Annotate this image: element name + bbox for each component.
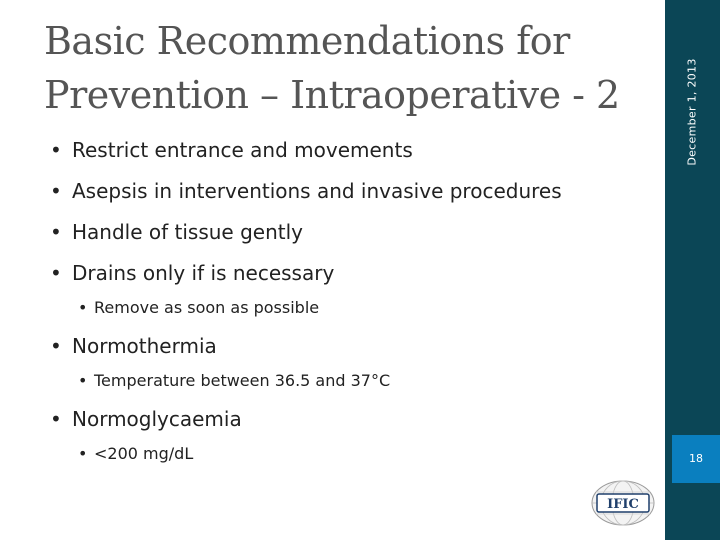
bullet-item — [50, 326, 660, 367]
bullet-text: <200 mg/dL — [94, 444, 194, 463]
slide-title-line-2: Prevention – Intraoperative - 2 — [44, 73, 620, 117]
bullet-item — [50, 130, 660, 171]
logo-lettering: IFIC — [607, 497, 639, 512]
sub-bullet-item — [50, 367, 660, 395]
bullet-text: Handle of tissue gently — [72, 220, 304, 244]
bullet-item — [50, 171, 660, 212]
bullet-marker: • — [50, 261, 62, 285]
bullet-text: Restrict entrance and movements — [72, 138, 413, 162]
bullet-text: Normoglycaemia — [72, 407, 242, 431]
bullet-text: Normothermia — [72, 334, 217, 358]
bullet-item — [50, 399, 660, 440]
bullet-marker: • — [78, 444, 88, 463]
sub-bullet-item — [50, 440, 660, 468]
bullet-marker: • — [50, 179, 62, 203]
bullet-list — [50, 130, 660, 472]
slide-title — [44, 14, 644, 122]
bullet-item — [50, 212, 660, 253]
slide-title-line-1: Basic Recommendations for — [44, 19, 570, 63]
bullet-text: Remove as soon as possible — [94, 298, 320, 317]
bullet-marker: • — [50, 138, 62, 162]
page-number-box — [672, 435, 720, 483]
bullet-text: Asepsis in interventions and invasive procedures — [72, 179, 562, 203]
sub-bullet-item — [50, 294, 660, 322]
bullet-item — [50, 253, 660, 294]
bullet-text: Temperature between 36.5 and 37°C — [94, 371, 391, 390]
bullet-marker: • — [78, 371, 88, 390]
bullet-marker: • — [50, 334, 62, 358]
bullet-marker: • — [50, 407, 62, 431]
bullet-text: Drains only if is necessary — [72, 261, 335, 285]
slide-date: December 1, 2013 — [685, 58, 699, 166]
bullet-marker: • — [78, 298, 88, 317]
ific-logo — [588, 478, 658, 528]
bullet-marker: • — [50, 220, 62, 244]
page-number: 18 — [689, 452, 703, 465]
